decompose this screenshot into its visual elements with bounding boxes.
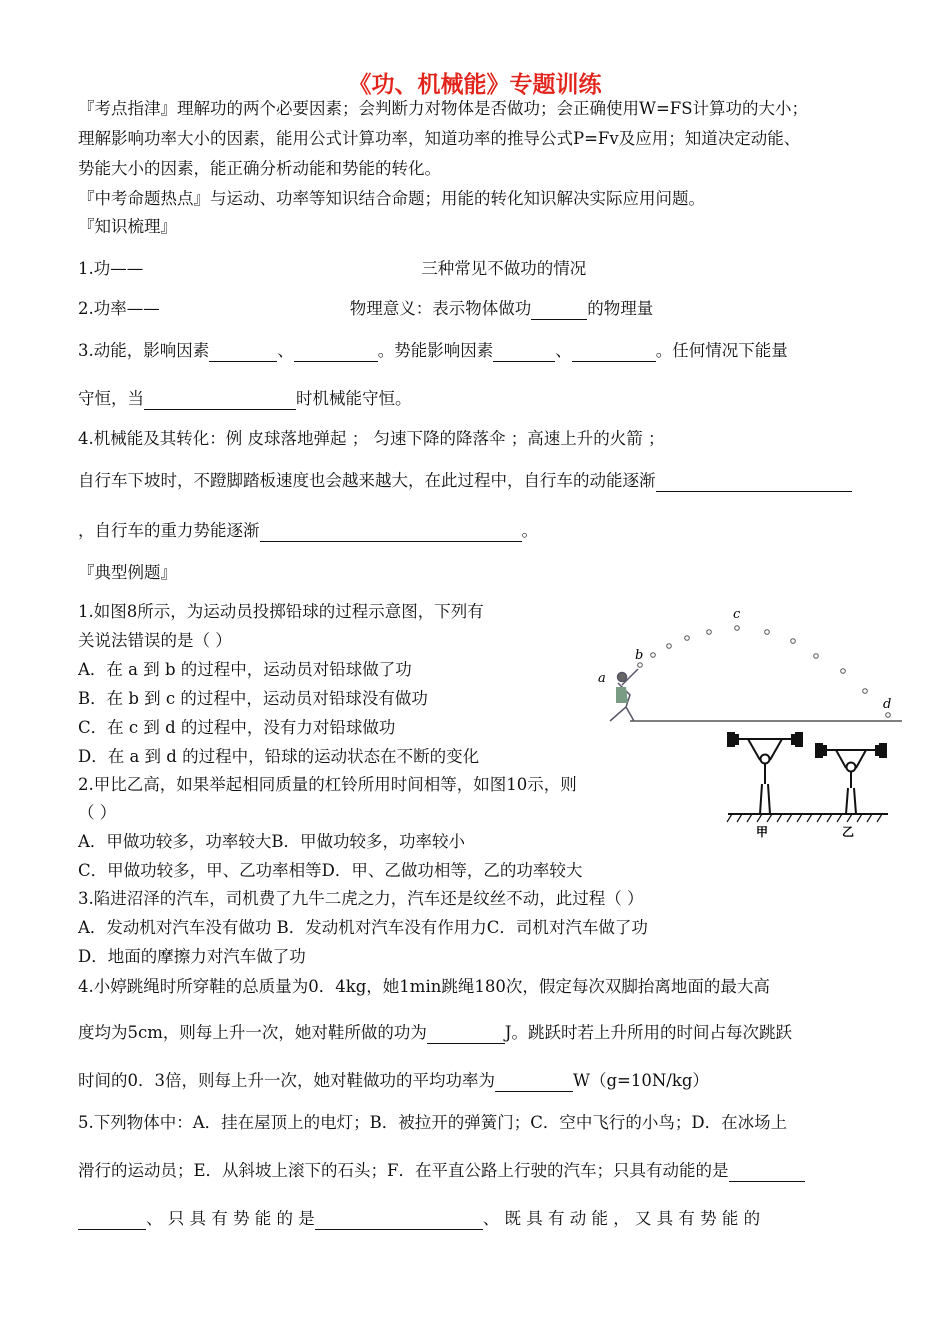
blank[interactable] [260,523,522,542]
q3-line-1: 3.陷进沼泽的汽车，司机费了九牛二虎之力，汽车还是纹丝不动，此过程（ ） [78,889,644,908]
intro-line-3: 势能大小的因素，能正确分析动能和势能的转化。 [78,159,441,178]
q3-options-1: A．发动机对汽车没有做功 B．发动机对汽车没有作用力C．司机对汽车做了功 [78,918,648,937]
intro-line-2: 理解影响功率大小的因素，能用公式计算功率，知道功率的推导公式P=Fv及应用；知道决定动能、 [78,129,801,148]
k3-text: 时机械能守恒。 [296,389,412,408]
k3-text: 。任何情况下能量 [655,341,788,360]
q2-line-2: （ ） [78,803,117,822]
q4-text: J。跳跃时若上升所用的时间占每次跳跃 [504,1023,793,1042]
shot-put-figure [590,603,908,731]
blank[interactable] [531,301,587,320]
blank[interactable] [493,343,555,362]
q5-text: 滑行的运动员；E．从斜坡上滚下的石头；F．在平直公路上行驶的汽车；只具有动能的是 [78,1161,729,1180]
section-knowledge: 『知识梳理』 [78,217,177,236]
q4-text: W（g=10N/kg） [573,1071,709,1090]
athlete-figure [610,669,638,721]
lifter-jia [728,733,802,814]
knowledge-3 [78,340,788,362]
intro-line-4: 『中考命题热点』与运动、功率等知识结合命题；用能的转化知识解决实际应用问题。 [78,189,705,208]
blank[interactable] [144,391,296,410]
blank[interactable] [495,1073,573,1092]
q5-line-3 [78,1208,760,1230]
label-d: d [883,697,892,712]
q1-option-b: B．在 b 到 c 的过程中，运动员对铅球没有做功 [78,689,428,708]
blank[interactable] [294,343,378,362]
k1-label: 1.功—— [78,259,144,278]
knowledge-1 [78,258,586,280]
blank[interactable] [572,343,656,362]
label-yi: 乙 [842,825,855,839]
knowledge-4: 4.机械能及其转化：例 皮球落地弹起 ； 匀速下降的降落伞 ；高速上升的火箭 ； [78,429,665,448]
blank[interactable] [729,1163,805,1182]
q5-text: 、 只 具 有 势 能 的 是 [146,1209,315,1228]
q1-option-c: C．在 c 到 d 的过程中，没有力对铅球做功 [78,718,396,737]
q1-line-2: 关说法错误的是（ ） [78,631,232,650]
k4-text: 自行车下坡时，不蹬脚踏板速度也会越来越大，在此过程中，自行车的动能逐渐 [78,471,656,490]
k2-tail: 的物理量 [587,299,654,318]
trajectory-points [638,626,891,718]
q4-text: 度均为5cm，则每上升一次，她对鞋所做的功为 [78,1023,427,1042]
q2-option-cd: C．甲做功较多，甲、乙功率相等D．甲、乙做功相等，乙的功率较大 [78,861,583,880]
blank[interactable] [209,343,277,362]
blank[interactable] [78,1211,146,1230]
q4-line-1: 4.小婷跳绳时所穿鞋的总质量为0．4kg，她1min跳绳180次，假定每次双脚抬离地面的最大高 [78,977,770,996]
label-c: c [733,607,741,622]
k2-label: 2.功率—— [78,299,160,318]
q1-option-a: A．在 a 到 b 的过程中，运动员对铅球做了功 [78,660,412,679]
knowledge-4b [78,470,852,492]
ground-hatch [727,814,882,822]
k2-meaning: 物理意义：表示物体做功 [349,299,532,318]
weightlifters-figure [724,732,892,840]
q1-option-d: D．在 a 到 d 的过程中，铅球的运动状态在不断的变化 [78,747,480,766]
q4-line-2 [78,1022,792,1044]
q4-text: 时间的0．3倍，则每上升一次，她对鞋做功的平均功率为 [78,1071,495,1090]
k3-text: 守恒，当 [78,389,144,408]
q3-options-2: D．地面的摩擦力对汽车做了功 [78,947,306,966]
k3-text: 3.动能，影响因素 [78,341,210,360]
q1-line-1: 1.如图8所示，为运动员投掷铅球的过程示意图，下列有 [78,602,484,621]
q5-line-2 [78,1160,805,1182]
label-b: b [635,648,644,663]
k3-sep: 、 [555,341,572,360]
k1-note: 三种常见不做功的情况 [421,259,587,278]
blank[interactable] [315,1211,483,1230]
lifter-yi [816,744,886,814]
label-jia: 甲 [756,825,769,839]
blank[interactable] [427,1025,505,1044]
q2-option-ab: A．甲做功较多，功率较大B．甲做功较多，功率较小 [78,832,466,851]
k3-sep: 、 [277,341,294,360]
q2-line-1: 2.甲比乙高，如果举起相同质量的杠铃所用时间相等，如图10示，则 [78,775,577,794]
page-title: 《功、机械能》专题训练 [348,72,602,98]
knowledge-2 [78,298,653,320]
knowledge-3b [78,388,412,410]
intro-line-1: 『考点指津』理解功的两个必要因素；会判断力对物体是否做功；会正确使用W=FS计算功的大小； [78,99,809,118]
q5-text: 、 既 具 有 动 能 ， 又 具 有 势 能 的 [482,1209,761,1228]
section-examples: 『典型例题』 [78,563,177,582]
q4-line-3 [78,1070,709,1092]
k4-text: ，自行车的重力势能逐渐 [78,521,260,540]
k3-text: 。势能影响因素 [377,341,494,360]
knowledge-4c [78,520,538,542]
blank[interactable] [656,473,852,492]
k4-text: 。 [521,521,538,540]
label-a: a [598,671,606,686]
q5-line-1: 5.下列物体中：A．挂在屋顶上的电灯；B．被拉开的弹簧门；C．空中飞行的小鸟；D．在冰场上 [78,1113,788,1132]
